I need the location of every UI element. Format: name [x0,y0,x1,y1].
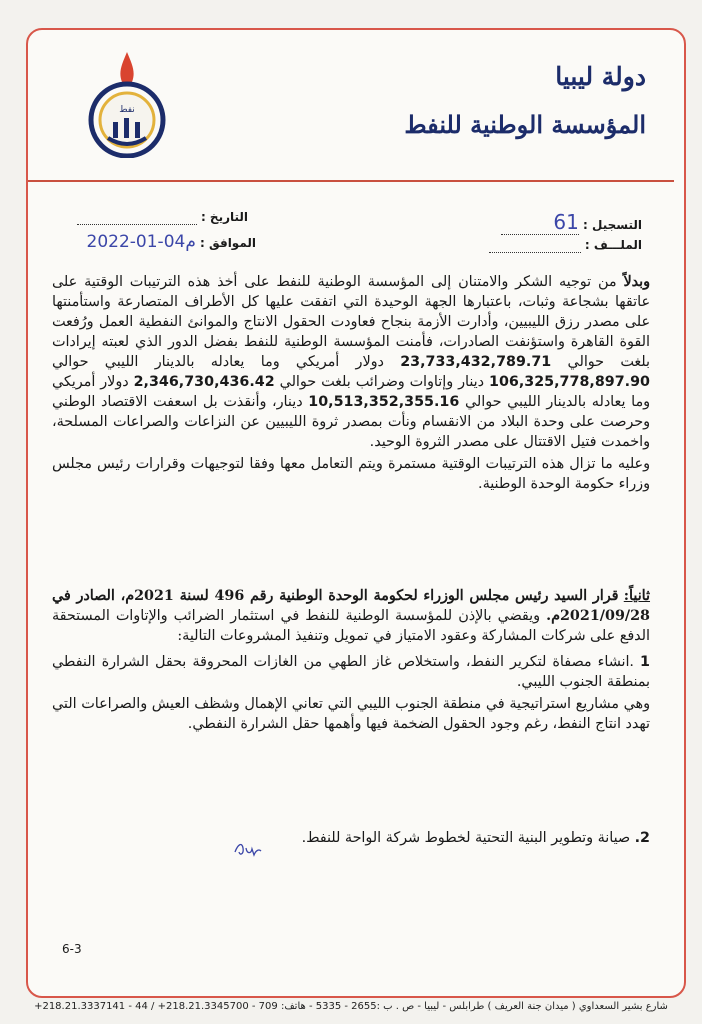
corresponding-field [30,232,256,252]
letter-body [52,272,650,496]
amount-4: 10,513,352,355.16 [308,394,460,410]
paragraph-1-lead: وبدلاً [623,274,650,290]
paragraph-2: وعليه ما تزال هذه الترتيبات الوقتية مستمرة ويتم التعامل معها وفقا لتوجيهات وقرارات رئيس مجلس وزراء حكومة الوحدة الوطنية. [52,456,650,492]
logo-text: نفط [119,105,135,115]
state-name: دولة ليبيا [555,62,646,91]
section-two-label: ثانياً: [623,588,651,604]
section-two-title: قرار السيد رئيس مجلس الوزراء لحكومة الوحدة الوطنية رقم 496 لسنة 2021م، الصادر في 2021/09/28م. [52,588,651,624]
registration-value: 61 [501,210,579,235]
item-2: 2. صيانة وتطوير البنية التحتية لخطوط شركة الواحة للنفط. [301,830,650,846]
page-number: 6-3 [62,942,82,956]
noc-logo [84,48,170,158]
file-label: الملـــف : [584,238,642,252]
page-frame [26,28,686,998]
date-label: التاريخ : [200,210,248,224]
amount-1: 23,733,432,789.71 [400,354,552,370]
corresponding-value: 2022-01-04م [86,232,196,252]
amount-3: 2,346,730,436.42 [133,374,275,390]
amount-2: 106,325,778,897.90 [489,374,650,390]
section-two-body: ويقضي بالإذن للمؤسسة الوطنية للنفط في استثمار الضرائب والإتاوات المستحقة الدفع على شركات المشاركة وعقود الامتياز في تمويل وتنفيذ المشروعات التالية: [52,608,650,644]
registration-label: التسجيل : [583,218,642,232]
section-two [52,586,650,736]
item-1: 1 .انشاء مصفاة لتكرير النفط، واستخلاص غاز الطهي من الغازات المحروقة بحقل الشرارة النفطي بمنطقة الجنوب الليبي. [52,654,650,690]
corporation-name: المؤسسة الوطنية للنفط [404,110,646,139]
initials-signature [232,838,264,860]
corresponding-label: الموافق : [200,236,256,250]
footer-address: شارع بشير السعداوي ( ميدان جنة العريف ) طرابلس - ليبيا - ص . ب :2655 - 5335 - هاتف: 709 - 218.21.3345700+ / 44 - 218.21.3337141+ [34,1001,668,1012]
paragraph-3: وهي مشاريع استراتيجية في منطقة الجنوب الليبي التي تعاني الإهمال وشظف العيش والصراعات التي تهدد انتاج النفط، رغم وجود الحقول الضخمة فيها وأهمها حقل الشرارة النفطي. [52,696,650,732]
file-field [489,238,642,253]
header-divider [28,180,674,182]
registration-field [501,210,642,235]
date-field [48,210,248,225]
paragraph-1: وبدلاً من توجيه الشكر والامتنان إلى المؤسسة الوطنية للنفط على أخذ هذه الترتيبات الوقتية على عاتقها بشجاعة وثبات، باعتبارها الجهة الوحيدة التي اتفقت عليها كل الأطراف المتصارعة واستأمنتها على مصدر رزق الليبيين، وأدارت الأزمة بنجاح فعاودت الحقول الانتاج والموانئ النفطية العمل ورُفعت القوة القاهرة واستؤنفت الصادرات، فأمنت المؤسسة الوطنية للنفط بفضل الدور الذي لعبته إيرادات بلغت حوالي 23,733,432,789.71 دولار أمريكي وما يعادله بالدينار الليبي حوالي 106,325,778,897.90 دينار وإتاوات وضرائب بلغت حوالي 2,346,730,436.42 دولار أمريكي وما يعادله بالدينار الليبي حوالي 10,513,352,355.16 دينار، وأنقذت بل اسعفت الاقتصاد الوطني وحرصت على وحدة البلاد من الانقسام ونأت بمصدر ثروة الليبيين عن النزاعات والصراعات المسلحة، واخمدت فتيل الاقتتال على مصدر الثروة الوحيد. [52,274,651,450]
